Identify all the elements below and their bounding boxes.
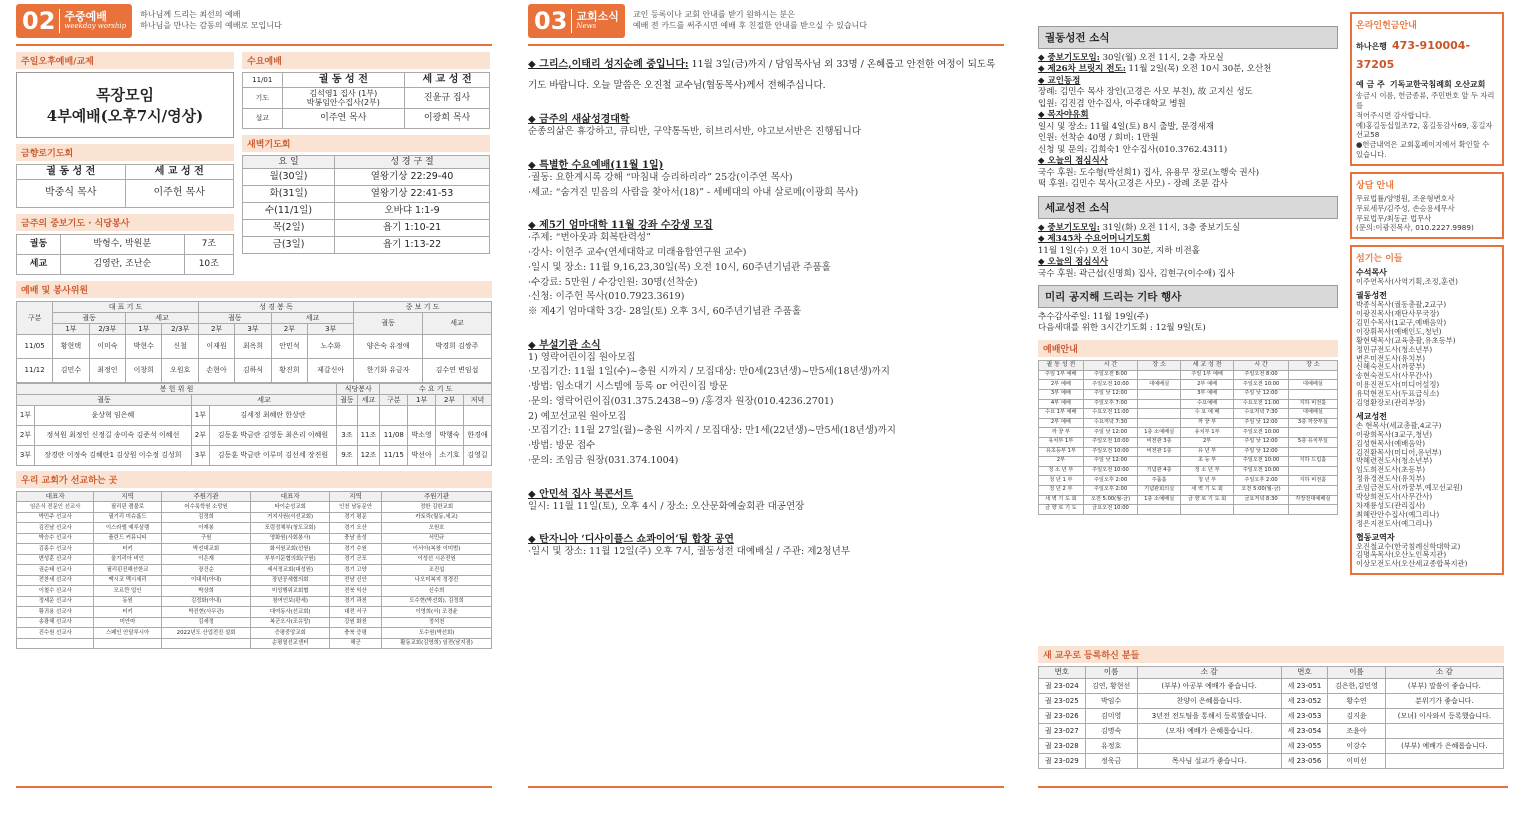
- article-line: 2) 예꼬선교원 원아모집: [528, 410, 627, 422]
- sidebar: [1350, 12, 1504, 581]
- serve-line: 최혜란안수집사(예그리나): [1356, 509, 1440, 519]
- article-line: ·문의: 조임금 원장(031.374.1004): [528, 454, 679, 466]
- serve-line: 손 현목사(세교총괄,4교구): [1356, 420, 1442, 430]
- table-row: 박민주 선교사 필기리 미슈롭드 김정희 거지사원(서선교회) 경기 평문 카토릭(월동,세교): [17, 512, 492, 523]
- serve-line: 오진철교수(한국침례신학대학교): [1356, 541, 1461, 551]
- section-title-en: weekday worship: [64, 22, 127, 31]
- table-row: 궐동 박형수, 박원분 7조: [17, 234, 234, 254]
- table-row: 대표자 지역 주원기관 대표자 지역 주원기관: [17, 491, 492, 501]
- serve-group-title: 수석목사: [1356, 268, 1387, 278]
- table-row: 궐 23-029 정욱금 목사님 설교가 좋습니다. 세 23-056 이미선: [1039, 753, 1504, 768]
- table-row: 순평열선교센터 해군 활동교회(김영희) 임전(남지점): [17, 638, 492, 649]
- serve-line: 유덕현전도사(두표급식소): [1356, 389, 1440, 399]
- newcomer-table: [1038, 666, 1504, 769]
- table-row: 이철수 선교사 모르깐 업인 박상희 미성행위교회협 전북 익산 신수희: [17, 586, 492, 597]
- section-badge: [16, 4, 132, 38]
- serve-line: 차재룡성도(관리집사): [1356, 500, 1426, 510]
- serve-line: 정은지전도사(예그리나): [1356, 518, 1433, 528]
- serve-line: 황현택목사(교육총괄,유초등부): [1356, 335, 1456, 345]
- article-line: ·강사: 이헌주 교수(연세대학교 미래융합연구원 교수): [528, 247, 747, 259]
- news-item: 인원: 선착순 40명 / 회비: 1만원: [1038, 133, 1159, 144]
- table-row: 전찬세 선교사 맥시코 멕시세리 이대석(아내) 장년공세협의회 전남 신안 나오미복지 정경진: [17, 575, 492, 586]
- table-row: 주일 1부 예배 주일오전 8:00 주일 1부 예배 주일오전 8:00: [1039, 370, 1338, 380]
- page-04: [1038, 0, 1508, 814]
- dawn-table: 요 일 성 경 구 절 월(30일) 열왕기상 22:29-40 화(31일) 열왕기상 22:41-53 수(11/1일) 오바댜 1:1-9 목(2일) 욥기 1:10-21 금(3일) 욥기 1:13-22: [242, 155, 490, 254]
- friday-label: 금향로기도회: [16, 144, 234, 161]
- news-item: 떡 후원: 김민수 목사(고경은 사모) - 장례 조문 감사: [1038, 179, 1228, 190]
- table-row: 11/05 황현택 이미숙 박현수 신철 이재원 최옥희 안민석 노수화 양은숙 유정애 박경희 김쌍주: [17, 334, 492, 358]
- wed-table: 11/01 궐 동 성 전 세 교 성 전 기도 김석영1 집사 (1부) 박봉임안수집사(2부) 진윤규 집사 설교 이주연 목사 이광희 목사: [242, 72, 490, 129]
- consult-line: 무료법무/최동균 법무사: [1356, 213, 1432, 223]
- serve-line: 이용진전도사(미디어설정): [1356, 380, 1440, 390]
- friday-table: 궐 동 성 전 세 교 성 전 박중식 목사 이주헌 목사: [16, 164, 234, 208]
- meal-table: [16, 234, 234, 275]
- article-line: ·모집기간: 11월 27일(월)~충원 시까지 / 모집대상: 만1세(22년생)~만5세(18년생)까지: [528, 425, 896, 437]
- sunday-label: 주일오후예배/교제: [16, 52, 234, 69]
- consult-line: 무료법률/양병원, 조운형변호사: [1356, 193, 1455, 203]
- news-item: 추수감사주일: 11월 19일(주): [1038, 311, 1149, 322]
- article-line: ·일시 및 장소: 11월 9,16,23,30일(목) 오전 10시, 60주년기념관 주품홀: [528, 261, 831, 273]
- section-subtitle: 교인 등록이나 교회 안내를 받기 원하시는 분은 예배 전 카드를 써주시면 예배 후 친절한 안내를 받으실 수 있습니다: [632, 10, 868, 30]
- serve-line: 박상희전도사(사무간사): [1356, 491, 1433, 501]
- serve-group-title: 협동교역자: [1356, 532, 1395, 542]
- online-offering-box: 온라인헌금안내 하나은행 473-910004-37205 예 금 주 기독교한국침례회 오산교회 송금시 이름, 헌금종류, 주민번호 앞 두 자리를 적어주시면 감사합니다. 예)홍길동십일조72, 홍길동감사69, 홍길자선교58 ●헌금내역은 교회홈페이지에서 확인할 수 있습니다.: [1350, 12, 1504, 166]
- news-item: 신청 및 문의: 김희숙1 안수집사(010.3762.4311): [1038, 144, 1228, 155]
- table-row: 구분 대 표 기 도 성 경 봉 독 중 보 기 도: [17, 301, 492, 312]
- table-row: 궐 23-028 유정호 세 23-055 이강수 (부부) 예배가 은혜롭습니다.: [1039, 738, 1504, 753]
- serve-box: 섬기는 이들 수석목사 이주연목사(사역기획,조정,훈련) 궐동성전 박종식목사(궐동총괄,2교구) 이광진목사(재단사무국장) 김민수목사(1교구,예배음악) 이장휘목사(예배인도,청년) 황현택목사(교육총괄,유초등부) 정민규전도사(청소년부) 변은미전도사(유치부) 신혜숙전도사(까꿍부) 송현숙전도사(사무간사) 이용진전도사(미디어설정) 유덕현전도사(두표급식소) 김영환장로(관리부장) 세교성전 손 현목사(세교총괄,4교구) 이광희목사(3교구,청년) 김성현목사(예배음악) 김진환목사(미디어,유년부) 박혜련전도사(청소년부) 임도희전도사(초등부) 정유경전도사(유치부) 조임금전도사(까꿍부,예꼬선교원) 박상희전도사(사무간사) 차재룡성도(관리집사) 최혜란안수집사(예그리나) 정은지전도사(예그리나) 협동교역자 오진철교수(한국침례신학대학교) 김명옥목사(오산노인복지관) 이상모전도사(오산세교종합복지관): [1350, 245, 1504, 575]
- article-line: ·방법: 방문 접수: [528, 440, 596, 452]
- table-row: 2부 정석원 최정인 신정길 송미숙 김준석 이혜선 2부 김동훈 박금란 김영동 최은리 이혜원 3조 11조 11/08 박소영 박행숙 한경애: [17, 425, 492, 445]
- news-item: ◆ 교인동정: [1038, 75, 1081, 86]
- serve-line: 박종식목사(궐동총괄,2교구): [1356, 300, 1447, 310]
- news-item: ◆ 중보기도모임: 30일(월) 오전 11시, 2층 자모실: [1038, 53, 1224, 63]
- table-row: 청 년 2 부 주일오후 2:00 기념관회의실 새 벽 기 도 회 오전 5:00(월-금): [1039, 485, 1338, 495]
- segyo-news-header: 세교성전 소식: [1038, 196, 1338, 219]
- volunteer-table: [16, 383, 492, 466]
- mission-table: [16, 491, 492, 649]
- table-row: 수(11/1일) 오바댜 1:1-9: [243, 203, 490, 220]
- table-row: 청 소 년 부 주일오전 10:00 기념관 4층 청 소 년 부 주일오전 10:00: [1039, 466, 1338, 476]
- table-row: 궐 23-024 김연, 황현선 (부부) 아공부 예배가 좋습니다. 세 23-051 김은한,김민영 (부부) 말씀이 좋습니다.: [1039, 678, 1504, 693]
- serve-line: 이광진목사(재단사무국장): [1356, 309, 1440, 319]
- other-news-list: [1038, 312, 1338, 335]
- serve-line: 임도희전도사(초등부): [1356, 465, 1426, 475]
- table-row: 변성훈 선교사 울기리아 비인 이은재 부부이문협의회(구원) 경기 군포 이성선 시온전원: [17, 554, 492, 565]
- news-item: ◆ 제26차 브릿지 전도: 11월 2일(목) 오전 10시 30분, 오산천: [1038, 64, 1272, 75]
- table-row: 3부 예배 주일 낮 12:00 3부 예배 주일 낮 12:00: [1039, 389, 1338, 399]
- page-02: [16, 0, 492, 814]
- serve-line: 이장휘목사(예배인도,청년): [1356, 326, 1442, 336]
- news-item: ◆ 제345차 수요어머니기도회: [1038, 234, 1151, 245]
- section-header: [16, 0, 492, 42]
- section-subtitle: 하나님께 드리는 최선의 예배 하나님을 만나는 감동의 예배로 모입니다: [140, 10, 282, 30]
- news-item: 국수 후원: 도수형(박선희1) 집사, 유용무 장로(노행숙 권사): [1038, 167, 1260, 178]
- table-row: 유치부 1부 주일오전 10:00 비전관 3층 2부 주일 낮 12:00 5층 유치부실: [1039, 437, 1338, 447]
- article-line: ※ 제4기 엄마대학 3강- 28일(토) 오후 3시, 60주년기념관 주품홀: [528, 306, 802, 318]
- serve-line: 정민규전도사(청소년부): [1356, 344, 1433, 354]
- segyo-news-list: [1038, 223, 1338, 280]
- article-3-heading: ◆ 특별한 수요예배(11월 1일): [528, 160, 664, 171]
- article-5-heading: ◆ 부설기관 소식: [528, 339, 601, 351]
- serve-line: 신혜숙전도사(까꿍부): [1356, 362, 1426, 372]
- serve-line: 이상모전도사(오산세교종합복지관): [1356, 559, 1468, 569]
- mission-label: 우리 교회가 선교하는 곳: [16, 471, 492, 488]
- section-header: [528, 0, 1004, 42]
- consult-box: 상담 안내 무료법률/양병원, 조운형변호사 무료세무/김주성, 손승용세무사 무료법무/최동균 법무사 (문의:이광진목사, 010.2227.9989): [1350, 172, 1504, 239]
- page-03: [528, 0, 1004, 814]
- article-line: ·문의: 영락어린이집(031.375.2438~9) /홍경자 원장(010.4236.2701): [528, 395, 834, 407]
- article-2-heading: ◆ 금주의 새삶성경대학: [528, 114, 630, 126]
- serve-line: 조임금전도사(까꿍부,예꼬선교원): [1356, 483, 1463, 493]
- table-row: 금 향 로 기 도 금요오전 10:00: [1039, 505, 1338, 515]
- table-row: 화(31일) 열왕기상 22:41-53: [243, 186, 490, 203]
- article-line: ·신청: 이주헌 목사(010.7923.3619): [528, 291, 685, 303]
- article-line: ·수강료: 5만원 / 수강인원: 30명(선착순): [528, 276, 698, 288]
- dawn-label: 새벽기도회: [242, 135, 490, 152]
- worship-guide-label: 예배안내: [1038, 340, 1338, 357]
- table-row: 목(2일) 욥기 1:10-21: [243, 220, 490, 237]
- article-line: ·모집기간: 11월 1일(수)~충원 시까지 / 모집대상: 만0세(23년생)~만5세(18년생)까지: [528, 366, 890, 378]
- serve-line: 송현숙전도사(사무간사): [1356, 371, 1433, 381]
- table-row: 김홍수 선교사 터키 박선대교회 화서원교회(선원) 경기 수원 이서아(복창 이미범): [17, 544, 492, 555]
- article-4-heading: ◆ 제5기 엄마대학 11월 강좌 수강생 모집: [528, 220, 713, 232]
- serve-line: 김성현목사(예배음악): [1356, 438, 1426, 448]
- news-item: ◆ 목자야유회: [1038, 110, 1089, 121]
- sunday-box: 목장모임 4부예배(오후7시/영상): [16, 72, 234, 138]
- table-row: 진수원 선교사 스페인 안달루시아 2022년도 산업전진 설회 증평중앙교회 충북 증평 도수원(박선회): [17, 628, 492, 639]
- news-item: ◆ 오늘의 점심식사: [1038, 257, 1108, 268]
- article-1-heading: ◆ 그리스,이태리 성지순례 중입니다:: [528, 59, 689, 70]
- meal-label: 금주의 중보기도 · 식당봉사: [16, 214, 234, 231]
- serve-group-title: 궐동성전: [1356, 291, 1387, 301]
- serve-line: 이주연목사(사역기획,조정,훈련): [1356, 277, 1458, 287]
- serve-line: 김영환장로(관리부장): [1356, 397, 1426, 407]
- news-item: 11월 1일(수) 오전 10시 30분, 지하 비전홀: [1038, 245, 1200, 256]
- news-item: 다음세대를 위한 3시간기도회 : 12월 9일(토): [1038, 323, 1206, 334]
- table-row: 궐동 세교 궐동 세교 궐동 세교: [17, 312, 492, 323]
- table-row: 세교 김영란, 조난순 10조: [17, 254, 234, 274]
- serve-line: 이광희목사(3교구,청년): [1356, 429, 1433, 439]
- article-line: 1) 영락어린이집 원아모집: [528, 351, 636, 363]
- article-line: ·방법: 임소대기 시스템에 등록 or 어린이집 방문: [528, 381, 728, 393]
- worship-label: 예배 및 봉사위원: [16, 281, 492, 298]
- article-7-heading: ◆ 탄자니아 ‘디사이플스 쇼콰이어’팀 합창 공연: [528, 534, 734, 546]
- table-row: 유초등부 1부 주일오전 10:00 비전관 1층 유 년 부 주일 낮 12:00: [1039, 447, 1338, 457]
- table-row: 권순태 선교사 필리핀진해선한교 장건순 세서정교회(대성원) 경기 고양 조진섭: [17, 565, 492, 576]
- news-item: 입원: 김진겸 안수집사, 아주대학교 병원: [1038, 98, 1186, 109]
- serve-group-title: 세교성전: [1356, 411, 1387, 421]
- serve-line: 김진환목사(미디어,유년부): [1356, 447, 1442, 457]
- section-number: 02: [22, 7, 56, 35]
- table-row: 박승수 선교사 플린드 커뮤니티 구원 영화원(사회봉사) 충남 음성 서민규: [17, 533, 492, 544]
- gwol-news-header: 궐동성전 소식: [1038, 26, 1338, 49]
- table-row: 1부 2/3부 1부 2/3부 2부 3부 2부 3부: [17, 323, 492, 334]
- table-row: 궐 23-025 박임수 찬양이 은혜롭습니다. 세 23-052 황수연 분위기가 좋습니다.: [1039, 693, 1504, 708]
- section-title: 주중예배: [64, 10, 107, 24]
- table-row: 번호 이름 소 감 번호 이름 소 감: [1039, 667, 1504, 679]
- table-row: 청 년 1 부 주일오후 2:00 주품홀 청 년 부 주일오후 2:00 지하 비전홀: [1039, 476, 1338, 486]
- table-row: 금(3일) 욥기 1:13-22: [243, 237, 490, 254]
- table-row: 궐 동 성 전 시 간 장 소 세 교 성 전 시 간 장 소: [1039, 360, 1338, 370]
- consult-line: 무료세무/김주성, 손승용세무사: [1356, 203, 1455, 213]
- news-articles: ◆ 그리스,이태리 성지순례 중입니다: 11월 3일(금)까지 / 담임목사님 외 33명 / 온혜롭고 안전한 여정이 되도록 기도 바랍니다. 오늘 말씀은 오진철 교수님(협동목사)께서 전해주십니다. ◆ 금주의 새삶성경대학 순종의삶은 휴강하고, 큐티반, 구약통독반, 히브리서반, 야고보서반은 진행됩니다 ◆ 특별한 수요예배(11월 1일) ·궐동: 요한계시록 강해 “마침내 승리하리라” 25강(이주연 목사) ·세교: “숨겨진 믿음의 사람을 찾아서(18)” - 세베대의 아내 살로메(이광희 목사) ◆ 제5기 엄마대학 11월 강좌 수강생 모집 ·주제: “번아웃과 회복탄력성” ·강사: 이헌주 교수(연세대학교 미래융합연구원 교수) ·일시 및 장소: 11월 9,16,23,30일(목) 오전 10시, 60주년기념관 주품홀 ·수강료: 5만원 / 수강인원: 30명(선착순) ·신청: 이주헌 목사(010.7923.3619) ※ 제4기 엄마대학 3강- 28일(토) 오후 3시, 60주년기념관 주품홀 ◆ 부설기관 소식 1) 영락어린이집 원아모집 ·모집기간: 11월 1일(수)~충원 시까지 / 모집대상: 만0세(23년생)~만5세(18년생)까지 ·방법: 임소대기 시스템에 등록 or 어린이집 방문 ·문의: 영락어린이집(031.375.2438~9) /홍경자 원장(010.4236.2701) 2) 예꼬선교원 원아모집 ·모집기간: 11월 27일(월)~충원 시까지 / 모집대상: 만1세(22년생)~만5세(18년생)까지 ·방법: 방문 접수 ·문의: 조임금 원장(031.374.1004) ◆ 안민석 집사 북콘서트 일시: 11월 11일(토), 오후 4시 / 장소: 오산문화예술회관 대공연장 ◆ 탄자니아 ‘디사이플스 쇼콰이어’팀 합창 공연 ·일시 및 장소: 11월 12일(주) 오후 7시, 궐동성전 대예배실 / 주관: 제2청년부: [528, 52, 1004, 560]
- consult-line: (문의:이광진목사, 010.2227.9989): [1356, 223, 1474, 233]
- table-row: 11/12 김민수 최정인 이창희 오원호 손현아 김하식 황진희 제갈신아 한기화 유금자 김수연 변임섭: [17, 358, 492, 382]
- table-row: 봉 헌 위 원 식당봉사 수 요 기 도: [17, 383, 492, 394]
- serve-line: 변은미전도사(유치부): [1356, 353, 1426, 363]
- table-row: 2부 주일 낮 12:00 초 등 부 주일오전 10:00 지하 드림홀: [1039, 457, 1338, 467]
- news-item: ◆ 오늘의 점심식사: [1038, 156, 1108, 167]
- table-row: 임은식 전문인 선교사 필리핀 캠불로 어수룩학원 소망원 타이순성교회 인천 남동문안 정한 김한교회: [17, 502, 492, 513]
- table-row: 정세운 선교사 동원 김정화(아내) 참여인보(판세) 경기 과천 도수현(박선회), 김정희: [17, 596, 492, 607]
- section-badge: 03 교회소식 News: [528, 4, 625, 38]
- other-news-header: 미리 공지해 드리는 기타 행사: [1038, 285, 1338, 308]
- table-row: 1부 윤상혁 임은혜 1부 김세정 최혜란 한상란: [17, 405, 492, 425]
- article-line: ·주제: “번아웃과 회복탄력성”: [528, 232, 651, 244]
- table-row: 송광혜 선교사 미안마 김세정 복군오사(조유망) 강원 화천 정석천: [17, 617, 492, 628]
- table-row: 2부 예배 주일오전 10:00 대예배실 2부 예배 주일오전 10:00 대예배실: [1039, 380, 1338, 390]
- table-row: 궐동 세교 궐동 세교 구분 1부 2부 저녁: [17, 394, 492, 405]
- service-table: [16, 301, 492, 383]
- table-row: 새 벽 기 도 회 오전 5:00(월-금) 1층 소예배실 금 향 로 기 도 회 금요저녁 8:30 각장전대예배실: [1039, 495, 1338, 505]
- article-6-heading: ◆ 안민석 집사 북콘서트: [528, 488, 634, 500]
- news-item: 장례: 김민수 목사 장인(고경은 사모 부친), 故 고지신 성도: [1038, 87, 1253, 98]
- news-item: 국수 후원: 곽근섭(신명희) 집사, 김현구(이수애) 집사: [1038, 268, 1235, 279]
- wed-label: 수요예배: [242, 52, 490, 69]
- table-row: 4부 예배 주일오후 7:00 수요예배 수요오전 11:00 지하 비전홀: [1039, 399, 1338, 409]
- table-row: 궐 23-026 김미영 3년전 전도팀을 통해서 등록했습니다. 세 23-053 김지윤 (모녀) 이사와서 등록했습니다.: [1039, 708, 1504, 723]
- newcomer-label: 새 교우로 등록하신 분들: [1038, 646, 1504, 663]
- table-row: 2부 예배 수요저녁 7:30 까 꿍 부 주일 낮 12:00 3층 까꿍부실: [1039, 418, 1338, 428]
- table-row: 수요 1부 예배 수요오전 11:00 수 요 예 배 수요저녁 7:30 대예배실: [1039, 409, 1338, 419]
- table-row: 까 꿍 부 주일 낮 12:00 1층 소예배실 유치부 1부 주일오전 10:00: [1039, 428, 1338, 438]
- table-row: 궐 23-027 김명숙 (모자) 예배가 은혜롭습니다. 세 23-054 조윤아: [1039, 723, 1504, 738]
- serve-line: 박혜련전도사(청소년부): [1356, 456, 1433, 466]
- news-item: 일시 및 장소: 11월 4일(토) 8시 출발, 문경새재: [1038, 121, 1214, 132]
- table-row: 김진남 선교사 이스라엘 예루살렘 이재봉 포럼정체부(청도교회) 경기 오산 오원호: [17, 523, 492, 534]
- news-item: ◆ 중보기도모임: 31일(화) 오전 11시, 3층 중보기도실: [1038, 222, 1241, 233]
- gwol-news-list: [1038, 53, 1338, 191]
- worship-guide-table: [1038, 360, 1338, 515]
- table-row: 월(30일) 열왕기상 22:29-40: [243, 169, 490, 186]
- serve-line: 정유경전도사(유치부): [1356, 474, 1426, 484]
- table-row: 황귀용 선교사 터키 박진현(사무관) 대여동사(선교회) 대전 서구 이영희(서) 조경윤: [17, 607, 492, 618]
- serve-line: 김명옥목사(오산노인복지관): [1356, 550, 1447, 560]
- table-row: 3부 장경란 이정숙 김혜란1 김상원 이수정 김성희 3부 김동훈 박금란 이루미 김선세 장진원 9조 12조 11/15 박선아 소기호 김영길: [17, 445, 492, 465]
- serve-line: 김민수목사(1교구,예배음악): [1356, 317, 1447, 327]
